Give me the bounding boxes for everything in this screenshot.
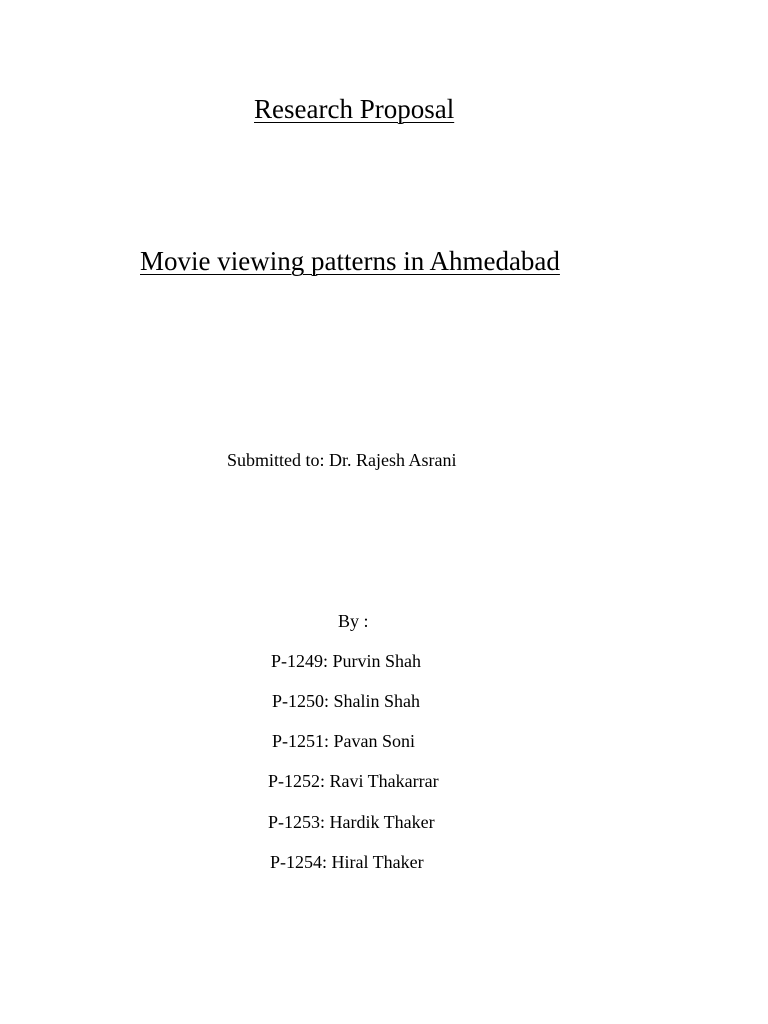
submitted-to-line: Submitted to: Dr. Rajesh Asrani: [227, 450, 457, 470]
member-item: P-1249: Purvin Shah: [271, 651, 422, 671]
member-item: P-1254: Hiral Thaker: [270, 852, 424, 872]
member-item: P-1253: Hardik Thaker: [268, 812, 435, 832]
document-title: Research Proposal: [254, 94, 455, 124]
document-subtitle: Movie viewing patterns in Ahmedabad: [140, 246, 560, 276]
member-item: P-1251: Pavan Soni: [272, 731, 416, 751]
by-label: By :: [338, 611, 369, 631]
member-item: P-1250: Shalin Shah: [272, 691, 421, 711]
member-item: P-1252: Ravi Thakarrar: [268, 771, 439, 791]
